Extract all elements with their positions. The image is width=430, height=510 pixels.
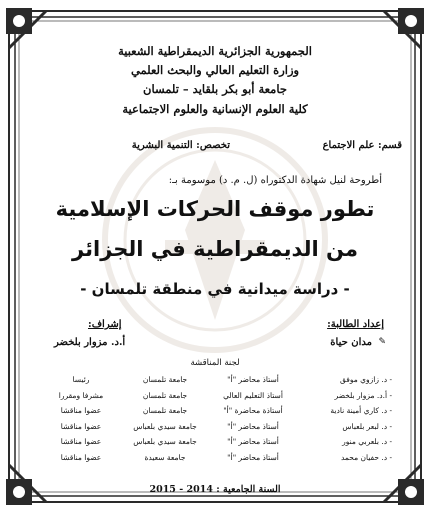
pen-icon: ✎ xyxy=(378,337,386,347)
committee-table xyxy=(40,372,392,465)
committee-row xyxy=(40,419,392,435)
member-institution: جامعة سعيدة xyxy=(144,452,186,462)
committee-row xyxy=(40,403,392,419)
department-label: قسم: علم الاجتماع xyxy=(322,140,402,151)
member-role: عضوا مناقشا xyxy=(60,421,102,431)
member-name: - د. لبعر بلعباس xyxy=(342,421,392,431)
member-rank: أستاذ محاضر "أ" xyxy=(227,375,279,385)
university-name: جامعة أبو بكر بلقايد – تلمسان xyxy=(143,82,287,96)
supervisor-label: إشراف: xyxy=(88,319,122,330)
member-institution: جامعة تلمسان xyxy=(142,406,188,416)
ministry-name: وزارة التعليم العالي والبحث العلمي xyxy=(130,63,300,77)
thesis-intro: أطروحة لنيل شهادة الدكتوراه (ل. م. د) موسومة بـ: xyxy=(168,175,382,186)
member-institution: جامعة سيدي بلعباس xyxy=(133,421,197,431)
committee-row xyxy=(40,434,392,450)
student-label: إعداد الطالبة: xyxy=(327,319,384,330)
member-rank: أستاذ محاضر "أ" xyxy=(227,452,279,462)
committee-row xyxy=(40,450,392,466)
thesis-subtitle: - دراسة ميدانية في منطقة تلمسان - xyxy=(80,280,350,298)
member-institution: جامعة سيدي بلعباس xyxy=(133,437,197,447)
supervisor-name: أ.د. مزوار بلخضر xyxy=(54,337,126,348)
member-rank: أستاذ التعليم العالي xyxy=(223,390,283,400)
specialty-label: تخصص: التنمية البشرية xyxy=(131,140,230,151)
member-rank: أستاذة محاضرة "أ" xyxy=(223,406,283,416)
member-role: مشرفا ومقررا xyxy=(58,390,104,400)
member-name: - أ.د. مزوار بلخضر xyxy=(334,390,392,400)
member-role: عضوا مناقشا xyxy=(60,437,102,447)
member-name: - د. بلعربي منور xyxy=(342,437,392,447)
member-institution: جامعة تلمسان xyxy=(142,375,188,385)
member-name: - د. كاري أمينة نادية xyxy=(330,406,392,416)
member-role: رئيسا xyxy=(72,375,90,385)
thesis-title-line-2: من الديمقراطية في الجزائر xyxy=(72,237,358,261)
member-role: عضوا مناقشا xyxy=(60,452,102,462)
faculty-name: كلية العلوم الإنسانية والعلوم الاجتماعية xyxy=(122,102,308,116)
member-rank: أستاذ محاضر "أ" xyxy=(227,437,279,447)
student-name: مدان حياة xyxy=(330,337,372,348)
member-name: - د. حفيان محمد xyxy=(340,452,392,462)
thesis-title-line-1: تطور موقف الحركات الإسلامية xyxy=(55,197,375,221)
member-rank: أستاذ محاضر "أ" xyxy=(227,421,279,431)
committee-row xyxy=(40,388,392,404)
member-institution: جامعة تلمسان xyxy=(142,390,188,400)
academic-year: السنة الجامعية : 2014 - 2015 xyxy=(149,484,281,495)
committee-row xyxy=(40,372,392,388)
member-name: - د. زازوي موفق xyxy=(340,375,392,385)
committee-label: لجنة المناقشة xyxy=(190,358,240,368)
republic-name: الجمهورية الجزائرية الديمقراطية الشعبية xyxy=(118,44,312,58)
member-role: عضوا مناقشا xyxy=(60,406,102,416)
